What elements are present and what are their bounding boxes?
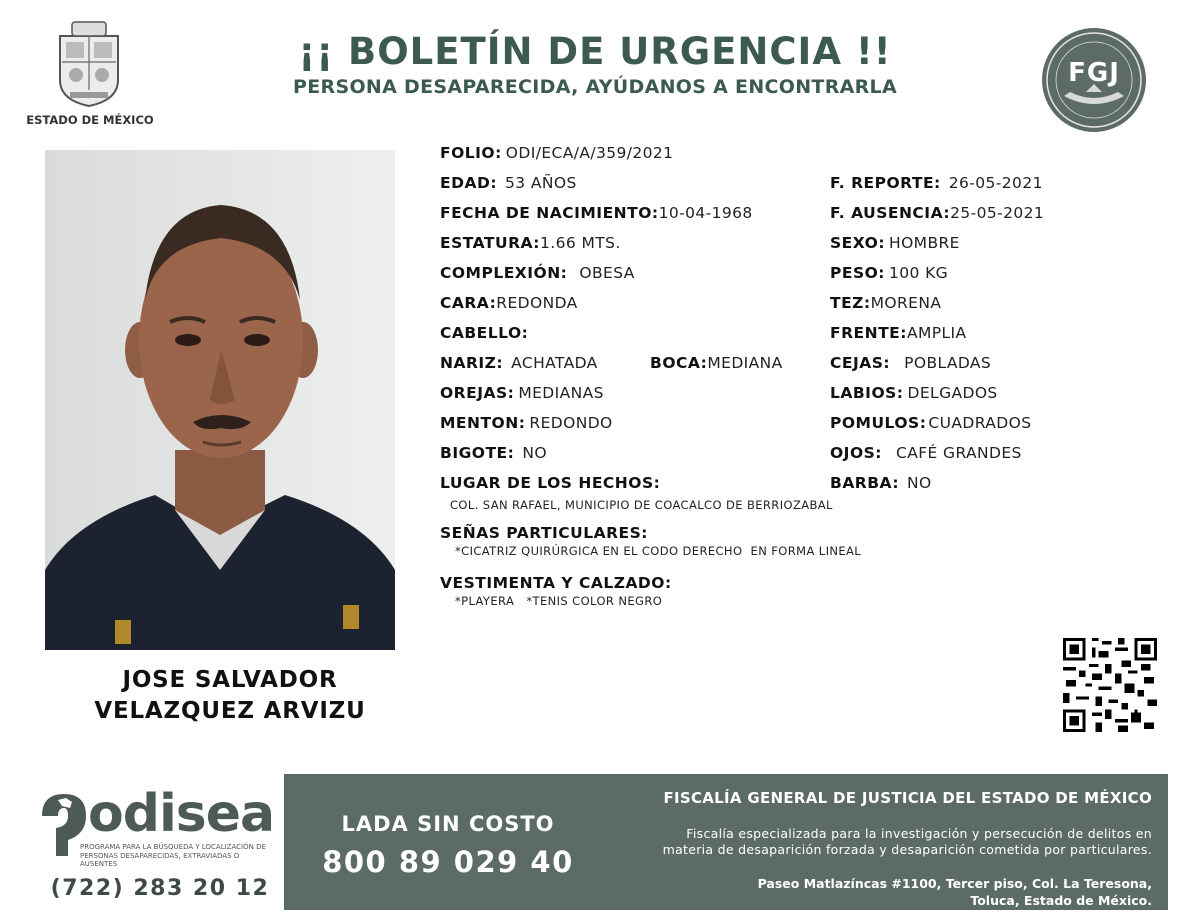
field-cabello — [440, 324, 532, 342]
field-value: NO — [907, 474, 932, 492]
field-label: BOCA: — [650, 354, 708, 372]
field-vestimenta-label — [440, 574, 672, 592]
field-label: MENTON: — [440, 414, 526, 432]
field-label: VESTIMENTA Y CALZADO: — [440, 574, 672, 592]
field-label: FOLIO: — [440, 144, 502, 162]
field-value: CUADRADOS — [928, 414, 1032, 432]
field-label: COMPLEXIÓN: — [440, 264, 568, 282]
fgj-description-line1: Fiscalía especializada para la investigación y persecución de delitos en — [686, 826, 1152, 841]
field-tez — [830, 294, 941, 312]
field-label: FRENTE: — [830, 324, 907, 342]
lada-phone-number[interactable]: 800 89 029 40 — [322, 845, 574, 879]
field-labios — [830, 384, 998, 402]
field-orejas — [440, 384, 604, 402]
field-value: CAFÉ GRANDES — [895, 444, 1022, 462]
field-vestimenta-value: *PLAYERA *TENIS COLOR NEGRO — [455, 594, 663, 608]
field-value: 1.66 MTS. — [540, 234, 621, 252]
field-value: MEDIANAS — [518, 384, 604, 402]
field-boca — [650, 354, 783, 372]
field-value: HOMBRE — [889, 234, 960, 252]
field-label: BARBA: — [830, 474, 900, 492]
field-value: NO — [522, 444, 547, 462]
person-name — [40, 665, 420, 727]
field-label: OREJAS: — [440, 384, 515, 402]
field-lugar-value: COL. SAN RAFAEL, MUNICIPIO DE COACALCO DE BERRIOZABAL — [450, 498, 833, 512]
field-pomulos — [830, 414, 1031, 432]
field-value: OBESA — [579, 264, 635, 282]
field-label: BIGOTE: — [440, 444, 515, 462]
fgj-address-line1: Paseo Matlazíncas #1100, Tercer piso, Col. La Teresona, — [757, 876, 1152, 891]
field-value: POBLADAS — [904, 354, 992, 372]
field-label: ESTATURA: — [440, 234, 540, 252]
field-label: FECHA DE NACIMIENTO: — [440, 204, 659, 222]
field-label: SEXO: — [830, 234, 886, 252]
fgj-description-line2: materia de desaparición forzada y desaparición cometida por particulares. — [662, 842, 1152, 857]
field-label: F. AUSENCIA: — [830, 204, 951, 222]
lada-label: LADA SIN COSTO — [341, 812, 555, 836]
fgj-name: FISCALÍA GENERAL DE JUSTICIA DEL ESTADO DE MÉXICO — [663, 789, 1152, 807]
person-name-line1: JOSE SALVADOR — [122, 667, 338, 693]
person-name-line2: VELAZQUEZ ARVIZU — [94, 698, 366, 724]
field-label: CEJAS: — [830, 354, 891, 372]
fgj-address — [600, 875, 1152, 909]
field-value: REDONDA — [496, 294, 578, 312]
fgj-logo — [1040, 26, 1148, 134]
estado-de-mexico-seal — [50, 20, 128, 108]
field-cejas — [830, 354, 991, 372]
field-label: CABELLO: — [440, 324, 529, 342]
field-value: 100 KG — [889, 264, 949, 282]
field-label: OJOS: — [830, 444, 882, 462]
field-value: DELGADOS — [907, 384, 998, 402]
bulletin-subtitle: PERSONA DESAPARECIDA, AYÚDANOS A ENCONTRARLA — [293, 76, 897, 98]
odisea-wordmark: odisea — [88, 784, 275, 844]
field-f-ausencia — [830, 204, 1044, 222]
field-label: LABIOS: — [830, 384, 904, 402]
field-value: 25-05-2021 — [950, 204, 1045, 222]
state-label: ESTADO DE MÉXICO — [26, 113, 154, 127]
fgj-address-line2: Toluca, Estado de México. — [970, 893, 1152, 908]
fgj-logo-text: FGJ — [1068, 58, 1120, 88]
person-photo — [45, 150, 395, 650]
odisea-phone[interactable]: (722) 283 20 12 — [50, 876, 270, 901]
field-sexo — [830, 234, 960, 252]
field-bigote — [440, 444, 547, 462]
field-value: ACHATADA — [511, 354, 598, 372]
field-senas-value: *CICATRIZ QUIRÚRGICA EN EL CODO DERECHO EN FORMA LINEAL — [455, 544, 862, 558]
field-label: TEZ: — [830, 294, 871, 312]
field-f-reporte — [830, 174, 1043, 192]
field-label: PESO: — [830, 264, 885, 282]
field-label: POMULOS: — [830, 414, 927, 432]
field-estatura — [440, 234, 621, 252]
field-value: AMPLIA — [906, 324, 967, 342]
field-edad — [440, 174, 577, 192]
field-fecha-nacimiento — [440, 204, 753, 222]
field-frente — [830, 324, 967, 342]
person-portrait-icon — [45, 150, 395, 650]
field-folio — [440, 144, 673, 162]
field-label: EDAD: — [440, 174, 498, 192]
field-senas-label — [440, 524, 648, 542]
field-value: REDONDO — [529, 414, 613, 432]
field-ojos — [830, 444, 1022, 462]
field-nariz — [440, 354, 598, 372]
qr-code-icon[interactable] — [1063, 638, 1157, 732]
field-label: CARA: — [440, 294, 497, 312]
bulletin-title: ¡¡ BOLETÍN DE URGENCIA !! — [298, 30, 892, 73]
field-value: 53 AÑOS — [505, 174, 577, 192]
field-complexion — [440, 264, 635, 282]
field-value: ODI/ECA/A/359/2021 — [505, 144, 674, 162]
odisea-caption: PROGRAMA PARA LA BÚSQUEDA Y LOCALIZACIÓN DE PERSONAS DESAPARECIDAS, EXTRAVIADAS O AUSENTES — [80, 843, 266, 868]
field-value: 26-05-2021 — [948, 174, 1043, 192]
field-label: SEÑAS PARTICULARES: — [440, 524, 649, 542]
field-value: 10-04-1968 — [658, 204, 753, 222]
field-label: F. REPORTE: — [830, 174, 941, 192]
fgj-description — [600, 826, 1152, 858]
field-value: MEDIANA — [707, 354, 783, 372]
field-peso — [830, 264, 948, 282]
field-value: MORENA — [870, 294, 942, 312]
field-menton — [440, 414, 613, 432]
field-label: LUGAR DE LOS HECHOS: — [440, 474, 661, 492]
field-label: NARIZ: — [440, 354, 504, 372]
field-cara — [440, 294, 578, 312]
field-lugar-label — [440, 474, 660, 492]
field-barba — [830, 474, 932, 492]
